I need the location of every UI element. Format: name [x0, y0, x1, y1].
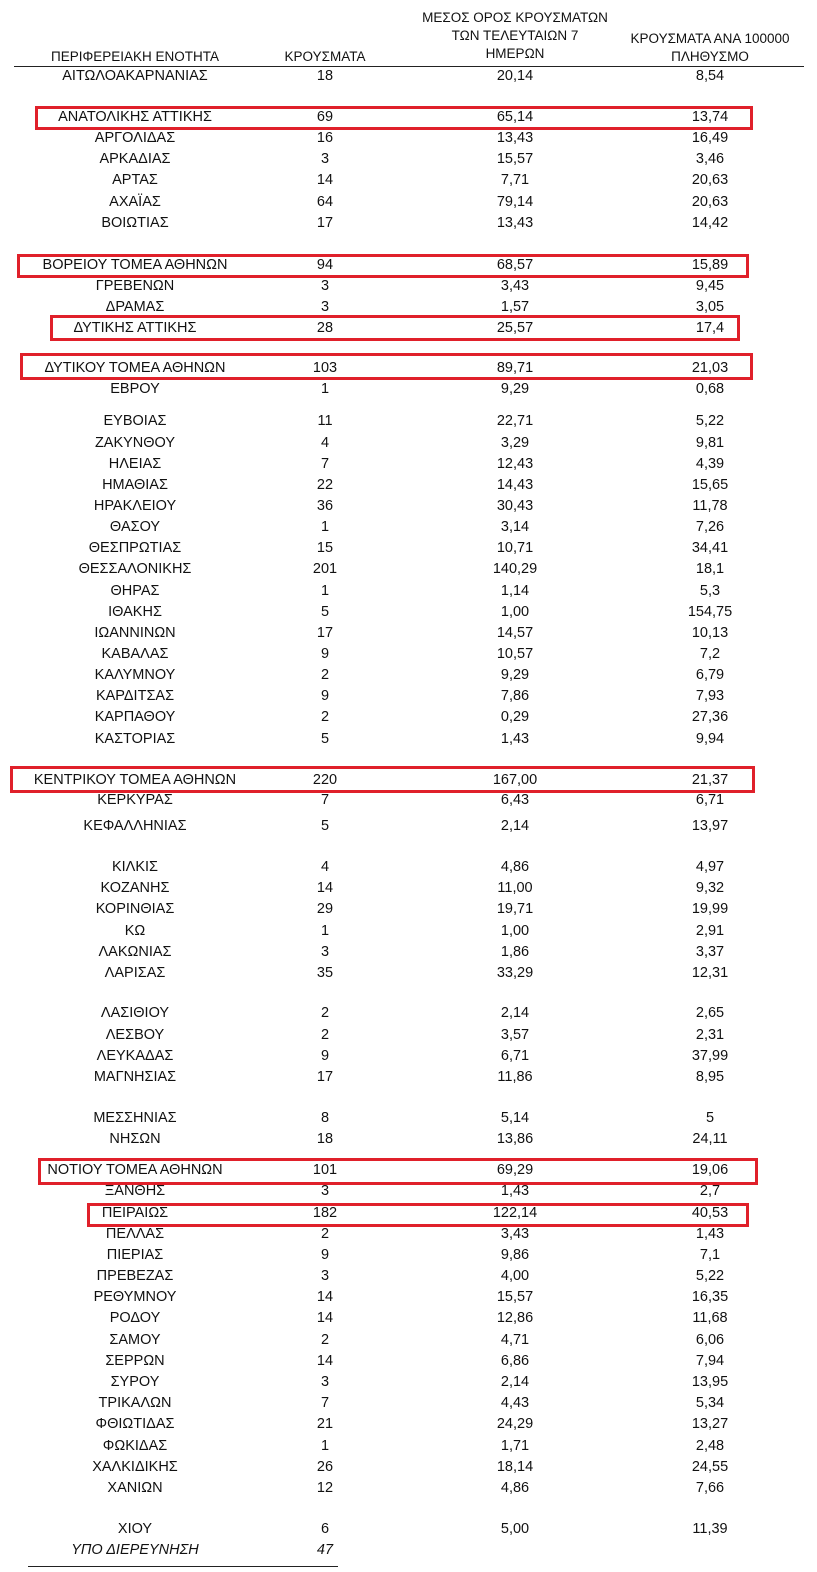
row-21-per100k: 5,3	[699, 583, 721, 599]
row-38-cases: 2	[320, 1005, 330, 1021]
row-12-per100k: 0,68	[695, 381, 725, 397]
header-cases: ΚΡΟΥΣΜΑΤΑ	[284, 49, 366, 64]
row-14-region: ΖΑΚΥΝΘΟΥ	[94, 435, 176, 451]
row-47-cases: 2	[320, 1226, 330, 1242]
row-24-avg7: 10,57	[496, 646, 534, 662]
row-8-avg7: 3,43	[500, 278, 530, 294]
row-13-per100k: 5,22	[695, 413, 725, 429]
row-13-region: ΕΥΒΟΙΑΣ	[103, 413, 167, 429]
row-46-region: ΠΕΙΡΑΙΩΣ	[101, 1205, 169, 1221]
row-61-per100k	[620, 1541, 800, 1559]
row-39-avg7: 3,57	[500, 1027, 530, 1043]
row-23-avg7: 14,57	[496, 625, 534, 641]
row-59-avg7: 4,86	[500, 1480, 530, 1496]
row-17-cases: 36	[316, 498, 334, 514]
row-44-avg7: 69,29	[496, 1162, 534, 1178]
row-43-region: ΝΗΣΩΝ	[109, 1131, 161, 1147]
row-14-per100k: 9,81	[695, 435, 725, 451]
row-14-cases: 4	[320, 435, 330, 451]
row-41-per100k: 8,95	[695, 1069, 725, 1085]
row-7-region: ΒΟΡΕΙΟΥ ΤΟΜΕΑ ΑΘΗΝΩΝ	[42, 257, 228, 273]
row-0-per100k: 8,54	[695, 68, 725, 84]
row-8-per100k: 9,45	[695, 278, 725, 294]
row-16-avg7: 14,43	[496, 477, 534, 493]
row-13-cases: 11	[317, 413, 333, 429]
row-9-region: ΔΡΑΜΑΣ	[105, 299, 165, 315]
row-11-cases: 103	[312, 360, 338, 376]
row-60-region: ΧΙΟΥ	[117, 1521, 153, 1537]
row-34-avg7: 19,71	[496, 901, 534, 917]
header-per100k	[600, 30, 817, 66]
row-9-cases: 3	[320, 299, 330, 315]
row-7-per100k: 15,89	[691, 257, 729, 273]
row-52-region: ΣΑΜΟΥ	[109, 1332, 161, 1348]
row-10-avg7: 25,57	[496, 320, 534, 336]
row-57-per100k: 2,48	[695, 1438, 725, 1454]
row-44-region: ΝΟΤΙΟΥ ΤΟΜΕΑ ΑΘΗΝΩΝ	[47, 1162, 223, 1178]
row-59-cases: 12	[316, 1480, 334, 1496]
row-38-avg7: 2,14	[500, 1005, 530, 1021]
row-34-region: ΚΟΡΙΝΘΙΑΣ	[95, 901, 175, 917]
row-56-avg7: 24,29	[496, 1416, 534, 1432]
row-53-cases: 14	[316, 1353, 334, 1369]
row-4-region: ΑΡΤΑΣ	[112, 172, 158, 188]
row-44-cases: 101	[312, 1162, 338, 1178]
row-9-per100k: 3,05	[695, 299, 725, 315]
row-20-per100k: 18,1	[695, 561, 725, 577]
row-3-region: ΑΡΚΑΔΙΑΣ	[99, 151, 171, 167]
row-46-per100k: 40,53	[691, 1205, 729, 1221]
row-18-per100k: 7,26	[695, 519, 725, 535]
row-47-region: ΠΕΛΛΑΣ	[105, 1226, 165, 1242]
row-17-region: ΗΡΑΚΛΕΙΟΥ	[93, 498, 177, 514]
row-57-region: ΦΩΚΙΔΑΣ	[102, 1438, 168, 1454]
row-6-region: ΒΟΙΩΤΙΑΣ	[101, 215, 169, 231]
row-23-per100k: 10,13	[691, 625, 729, 641]
row-43-cases: 18	[316, 1131, 334, 1147]
row-48-avg7: 9,86	[500, 1247, 530, 1263]
header-region: ΠΕΡΙΦΕΡΕΙΑΚΗ ΕΝΟΤΗΤΑ	[50, 49, 220, 64]
row-26-per100k: 7,93	[695, 688, 725, 704]
row-20-cases: 201	[312, 561, 338, 577]
row-16-region: ΗΜΑΘΙΑΣ	[102, 477, 168, 493]
row-38-per100k: 2,65	[695, 1005, 725, 1021]
row-37-avg7: 33,29	[496, 965, 534, 981]
row-15-avg7: 12,43	[496, 456, 534, 472]
row-52-avg7: 4,71	[500, 1332, 530, 1348]
row-45-avg7: 1,43	[500, 1183, 530, 1199]
row-4-per100k: 20,63	[691, 172, 729, 188]
row-52-cases: 2	[320, 1332, 330, 1348]
row-35-per100k: 2,91	[695, 923, 725, 939]
row-59-region: ΧΑΝΙΩΝ	[107, 1480, 163, 1496]
row-34-per100k: 19,99	[691, 901, 729, 917]
row-58-per100k: 24,55	[691, 1459, 729, 1475]
row-37-per100k: 12,31	[691, 965, 729, 981]
row-21-avg7: 1,14	[500, 583, 530, 599]
row-31-region: ΚΕΦΑΛΛΗΝΙΑΣ	[83, 818, 187, 834]
header-per100k-line2: ΠΛΗΘΥΣΜΟ	[671, 49, 749, 64]
row-11-per100k: 21,03	[691, 360, 729, 376]
row-2-region: ΑΡΓΟΛΙΔΑΣ	[94, 130, 176, 146]
row-12-cases: 1	[320, 381, 330, 397]
row-40-region: ΛΕΥΚΑΔΑΣ	[96, 1048, 174, 1064]
row-47-avg7: 3,43	[500, 1226, 530, 1242]
row-10-cases: 28	[316, 320, 334, 336]
row-17-per100k: 11,78	[692, 498, 728, 514]
row-24-region: ΚΑΒΑΛΑΣ	[101, 646, 169, 662]
row-34-cases: 29	[316, 901, 334, 917]
row-40-cases: 9	[320, 1048, 330, 1064]
row-36-per100k: 3,37	[695, 944, 725, 960]
row-33-cases: 14	[316, 880, 334, 896]
row-33-avg7: 11,00	[497, 880, 533, 896]
row-60-per100k: 11,39	[692, 1521, 728, 1537]
row-48-cases: 9	[320, 1247, 330, 1263]
row-60-avg7: 5,00	[500, 1521, 530, 1537]
row-45-cases: 3	[320, 1183, 330, 1199]
row-8-region: ΓΡΕΒΕΝΩΝ	[95, 278, 175, 294]
row-57-cases: 1	[320, 1438, 330, 1454]
row-16-per100k: 15,65	[691, 477, 729, 493]
row-61-cases: 47	[316, 1542, 334, 1558]
row-22-cases: 5	[320, 604, 330, 620]
row-55-per100k: 5,34	[695, 1395, 725, 1411]
row-46-avg7: 122,14	[492, 1205, 538, 1221]
row-3-cases: 3	[320, 151, 330, 167]
row-6-per100k: 14,42	[691, 215, 729, 231]
row-29-per100k: 21,37	[691, 772, 729, 788]
row-36-region: ΛΑΚΩΝΙΑΣ	[98, 944, 172, 960]
row-37-region: ΛΑΡΙΣΑΣ	[104, 965, 166, 981]
row-59-per100k: 7,66	[695, 1480, 725, 1496]
row-51-per100k: 11,68	[692, 1310, 728, 1326]
row-2-per100k: 16,49	[691, 130, 729, 146]
row-5-cases: 64	[316, 194, 334, 210]
row-31-per100k: 13,97	[691, 818, 729, 834]
row-32-per100k: 4,97	[695, 859, 725, 875]
row-8-cases: 3	[320, 278, 330, 294]
row-3-avg7: 15,57	[496, 151, 534, 167]
row-53-region: ΣΕΡΡΩΝ	[105, 1353, 165, 1369]
row-39-region: ΛΕΣΒΟΥ	[105, 1027, 165, 1043]
row-12-region: ΕΒΡΟΥ	[110, 381, 160, 397]
row-35-region: ΚΩ	[124, 923, 146, 939]
row-19-cases: 15	[316, 540, 334, 556]
row-29-cases: 220	[312, 772, 338, 788]
highlight-kentrikou-tomea	[10, 766, 755, 793]
row-10-per100k: 17,4	[695, 320, 725, 336]
highlight-notiou-tomea	[38, 1158, 758, 1185]
row-22-region: ΙΘΑΚΗΣ	[108, 604, 162, 620]
row-43-avg7: 13,86	[496, 1131, 534, 1147]
row-18-avg7: 3,14	[500, 519, 530, 535]
row-42-avg7: 5,14	[500, 1110, 530, 1126]
row-26-region: ΚΑΡΔΙΤΣΑΣ	[95, 688, 175, 704]
row-19-per100k: 34,41	[691, 540, 729, 556]
highlight-peiraios	[87, 1203, 749, 1227]
row-54-per100k: 13,95	[691, 1374, 729, 1390]
row-49-per100k: 5,22	[695, 1268, 725, 1284]
row-5-per100k: 20,63	[691, 194, 729, 210]
row-5-region: ΑΧΑΪΑΣ	[109, 194, 161, 210]
row-49-cases: 3	[320, 1268, 330, 1284]
row-41-region: ΜΑΓΝΗΣΙΑΣ	[93, 1069, 177, 1085]
row-13-avg7: 22,71	[496, 413, 534, 429]
row-4-avg7: 7,71	[500, 172, 530, 188]
row-22-per100k: 154,75	[687, 604, 733, 620]
row-24-cases: 9	[320, 646, 330, 662]
row-28-region: ΚΑΣΤΟΡΙΑΣ	[94, 731, 176, 747]
row-56-cases: 21	[316, 1416, 334, 1432]
row-11-avg7: 89,71	[496, 360, 534, 376]
row-3-per100k: 3,46	[695, 151, 725, 167]
row-44-per100k: 19,06	[691, 1162, 729, 1178]
row-2-cases: 16	[316, 130, 334, 146]
row-51-region: ΡΟΔΟΥ	[109, 1310, 161, 1326]
row-37-cases: 35	[316, 965, 334, 981]
row-50-cases: 14	[316, 1289, 334, 1305]
row-23-region: ΙΩΑΝΝΙΝΩΝ	[94, 625, 176, 641]
row-2-avg7: 13,43	[496, 130, 534, 146]
row-27-per100k: 27,36	[691, 709, 729, 725]
row-26-cases: 9	[320, 688, 330, 704]
row-29-region: ΚΕΝΤΡΙΚΟΥ ΤΟΜΕΑ ΑΘΗΝΩΝ	[33, 772, 237, 788]
row-33-region: ΚΟΖΑΝΗΣ	[100, 880, 170, 896]
row-0-avg7: 20,14	[496, 68, 534, 84]
row-55-cases: 7	[320, 1395, 330, 1411]
footer-rule	[28, 1566, 338, 1567]
row-38-region: ΛΑΣΙΘΙΟΥ	[100, 1005, 170, 1021]
row-6-cases: 17	[316, 215, 334, 231]
row-30-region: ΚΕΡΚΥΡΑΣ	[97, 792, 173, 808]
row-40-avg7: 6,71	[500, 1048, 530, 1064]
row-18-cases: 1	[320, 519, 330, 535]
row-58-avg7: 18,14	[496, 1459, 534, 1475]
row-49-region: ΠΡΕΒΕΖΑΣ	[96, 1268, 174, 1284]
row-27-avg7: 0,29	[500, 709, 530, 725]
row-55-avg7: 4,43	[500, 1395, 530, 1411]
row-47-per100k: 1,43	[695, 1226, 725, 1242]
row-60-cases: 6	[320, 1521, 330, 1537]
row-11-region: ΔΥΤΙΚΟΥ ΤΟΜΕΑ ΑΘΗΝΩΝ	[44, 360, 226, 376]
row-35-avg7: 1,00	[500, 923, 530, 939]
row-30-avg7: 6,43	[500, 792, 530, 808]
row-41-cases: 17	[316, 1069, 334, 1085]
row-1-region: ΑΝΑΤΟΛΙΚΗΣ ΑΤΤΙΚΗΣ	[58, 109, 212, 125]
row-57-avg7: 1,71	[500, 1438, 530, 1454]
row-43-per100k: 24,11	[692, 1131, 728, 1147]
row-30-per100k: 6,71	[695, 792, 725, 808]
header-avg7-line3: ΗΜΕΡΩΝ	[485, 46, 545, 61]
row-25-region: ΚΑΛΥΜΝΟΥ	[94, 667, 176, 683]
row-0-cases: 18	[316, 68, 334, 84]
row-28-per100k: 9,94	[695, 731, 725, 747]
row-45-per100k: 2,7	[699, 1183, 721, 1199]
row-15-region: ΗΛΕΙΑΣ	[108, 456, 162, 472]
row-9-avg7: 1,57	[500, 299, 530, 315]
row-40-per100k: 37,99	[691, 1048, 729, 1064]
row-30-cases: 7	[320, 792, 330, 808]
header-avg7-line1: ΜΕΣΟΣ ΟΡΟΣ ΚΡΟΥΣΜΑΤΩΝ	[422, 10, 608, 25]
row-15-cases: 7	[320, 456, 330, 472]
row-4-cases: 14	[316, 172, 334, 188]
row-20-avg7: 140,29	[492, 561, 538, 577]
row-16-cases: 22	[316, 477, 334, 493]
row-52-per100k: 6,06	[695, 1332, 725, 1348]
row-41-avg7: 11,86	[497, 1069, 533, 1085]
row-54-region: ΣΥΡΟΥ	[110, 1374, 160, 1390]
row-25-avg7: 9,29	[500, 667, 530, 683]
row-32-avg7: 4,86	[500, 859, 530, 875]
row-22-avg7: 1,00	[500, 604, 530, 620]
row-35-cases: 1	[320, 923, 330, 939]
row-17-avg7: 30,43	[496, 498, 534, 514]
row-19-avg7: 10,71	[496, 540, 534, 556]
row-45-region: ΞΑΝΘΗΣ	[104, 1183, 166, 1199]
row-54-cases: 3	[320, 1374, 330, 1390]
row-61-region: ΥΠΟ ΔΙΕΡΕΥΝΗΣΗ	[71, 1542, 199, 1558]
row-61-avg7	[430, 1541, 600, 1559]
row-15-per100k: 4,39	[695, 456, 725, 472]
row-5-avg7: 79,14	[496, 194, 534, 210]
row-36-avg7: 1,86	[500, 944, 530, 960]
row-49-avg7: 4,00	[500, 1268, 530, 1284]
highlight-dytikis-attikis	[50, 315, 740, 341]
row-10-region: ΔΥΤΙΚΗΣ ΑΤΤΙΚΗΣ	[73, 320, 197, 336]
row-18-region: ΘΑΣΟΥ	[109, 519, 161, 535]
row-36-cases: 3	[320, 944, 330, 960]
row-39-per100k: 2,31	[695, 1027, 725, 1043]
row-51-avg7: 12,86	[496, 1310, 534, 1326]
row-51-cases: 14	[316, 1310, 334, 1326]
row-23-cases: 17	[316, 625, 334, 641]
row-31-cases: 5	[320, 818, 330, 834]
row-24-per100k: 7,2	[699, 646, 721, 662]
row-55-region: ΤΡΙΚΑΛΩΝ	[98, 1395, 172, 1411]
row-28-cases: 5	[320, 731, 330, 747]
header-avg7-line2: ΤΩΝ ΤΕΛΕΥΤΑΙΩΝ 7	[451, 28, 579, 43]
row-39-cases: 2	[320, 1027, 330, 1043]
row-20-region: ΘΕΣΣΑΛΟΝΙΚΗΣ	[78, 561, 192, 577]
row-1-per100k: 13,74	[691, 109, 729, 125]
row-50-avg7: 15,57	[496, 1289, 534, 1305]
row-53-avg7: 6,86	[500, 1353, 530, 1369]
row-1-cases: 69	[316, 109, 334, 125]
row-48-per100k: 7,1	[699, 1247, 721, 1263]
row-58-region: ΧΑΛΚΙΔΙΚΗΣ	[92, 1459, 178, 1475]
row-25-cases: 2	[320, 667, 330, 683]
header-per100k-line1: ΚΡΟΥΣΜΑΤΑ ΑΝΑ 100000	[630, 31, 790, 46]
row-48-region: ΠΙΕΡΙΑΣ	[106, 1247, 164, 1263]
row-33-per100k: 9,32	[695, 880, 725, 896]
row-6-avg7: 13,43	[496, 215, 534, 231]
row-50-region: ΡΕΘΥΜΝΟΥ	[93, 1289, 177, 1305]
highlight-dytikou-tomea	[20, 353, 753, 380]
row-56-region: ΦΘΙΩΤΙΔΑΣ	[95, 1416, 175, 1432]
header-avg7	[400, 9, 630, 63]
row-21-cases: 1	[320, 583, 330, 599]
row-29-avg7: 167,00	[492, 772, 538, 788]
row-31-avg7: 2,14	[500, 818, 530, 834]
row-27-cases: 2	[320, 709, 330, 725]
row-46-cases: 182	[312, 1205, 338, 1221]
row-56-per100k: 13,27	[691, 1416, 729, 1432]
row-26-avg7: 7,86	[500, 688, 530, 704]
row-25-per100k: 6,79	[695, 667, 725, 683]
row-27-region: ΚΑΡΠΑΘΟΥ	[94, 709, 176, 725]
row-42-cases: 8	[320, 1110, 330, 1126]
row-12-avg7: 9,29	[500, 381, 530, 397]
row-42-per100k: 5	[705, 1110, 715, 1126]
row-7-cases: 94	[316, 257, 334, 273]
row-53-per100k: 7,94	[695, 1353, 725, 1369]
highlight-anatolikis-attikis	[35, 106, 753, 130]
row-58-cases: 26	[316, 1459, 334, 1475]
row-7-avg7: 68,57	[496, 257, 534, 273]
row-28-avg7: 1,43	[500, 731, 530, 747]
row-0-region: ΑΙΤΩΛΟΑΚΑΡΝΑΝΙΑΣ	[62, 68, 208, 84]
row-32-region: ΚΙΛΚΙΣ	[111, 859, 159, 875]
row-21-region: ΘΗΡΑΣ	[110, 583, 160, 599]
row-32-cases: 4	[320, 859, 330, 875]
highlight-voreiou-tomea	[17, 254, 749, 278]
row-42-region: ΜΕΣΣΗΝΙΑΣ	[93, 1110, 177, 1126]
row-1-avg7: 65,14	[496, 109, 534, 125]
row-50-per100k: 16,35	[691, 1289, 729, 1305]
row-54-avg7: 2,14	[500, 1374, 530, 1390]
row-14-avg7: 3,29	[500, 435, 530, 451]
row-19-region: ΘΕΣΠΡΩΤΙΑΣ	[88, 540, 182, 556]
